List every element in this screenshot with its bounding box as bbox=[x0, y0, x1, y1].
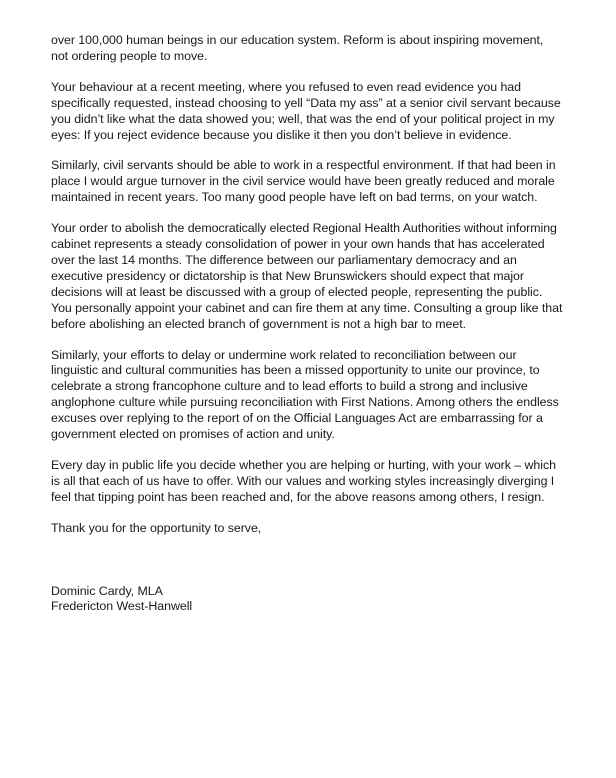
paragraph-reconciliation: Similarly, your efforts to delay or undermine work related to reconciliation between our linguistic and cultural communities has been a missed opportunity to unite our province, to celebrate a strong francophone culture and to lead efforts to build a strong and inclusive anglophone culture while pursuing reconciliation with First Nations. Among others the endless excuses over replying to the report of on the Official Languages Act are embarrassing for a government elected on promises of action and unity. bbox=[51, 347, 559, 442]
signature-riding: Fredericton West-Hanwell bbox=[51, 599, 193, 614]
paragraph-education-reform: over 100,000 human beings in our education system. Reform is about inspiring movement, not ordering people to move. bbox=[51, 33, 544, 63]
paragraph-resignation: Every day in public life you decide whether you are helping or hurting, with your work – which is all that each of us have to offer. With our values and working styles increasingly diverging I feel that tipping point has been reached and, for the above reasons among others, I resign. bbox=[51, 457, 556, 504]
signature-block bbox=[51, 584, 563, 616]
signature-name: Dominic Cardy, MLA bbox=[51, 583, 163, 598]
closing-line: Thank you for the opportunity to serve, bbox=[51, 520, 262, 535]
paragraph-behaviour-evidence: Your behaviour at a recent meeting, where you refused to even read evidence you had specifically requested, instead choosing to yell “Data my ass” at a senior civil servant because you didn’t like what the data showed you; well, that was the end of your political project in my eyes: If you reject evidence because you dislike it then you don’t believe in evidence. bbox=[51, 79, 561, 142]
paragraph-civil-servants: Similarly, civil servants should be able to work in a respectful environment. If that had been in place I would argue turnover in the civil service would have been greatly reduced and morale maintained in recent years. Too many good people have left on bad terms, on your watch. bbox=[51, 158, 556, 205]
paragraph-health-authorities: Your order to abolish the democratically elected Regional Health Authorities without informing cabinet represents a steady consolidation of power in your own hands that has accelerated over the last 14 months. The difference between our parliamentary democracy and an executive presidency or dictatorship is that New Brunswickers should expect that major decisions will at least be discussed with a group of elected people, representing the public. You personally appoint your cabinet and can fire them at any time. Consulting a group like that before abolishing an elected branch of government is not a high bar to meet. bbox=[51, 221, 563, 331]
letter-body bbox=[51, 33, 563, 615]
